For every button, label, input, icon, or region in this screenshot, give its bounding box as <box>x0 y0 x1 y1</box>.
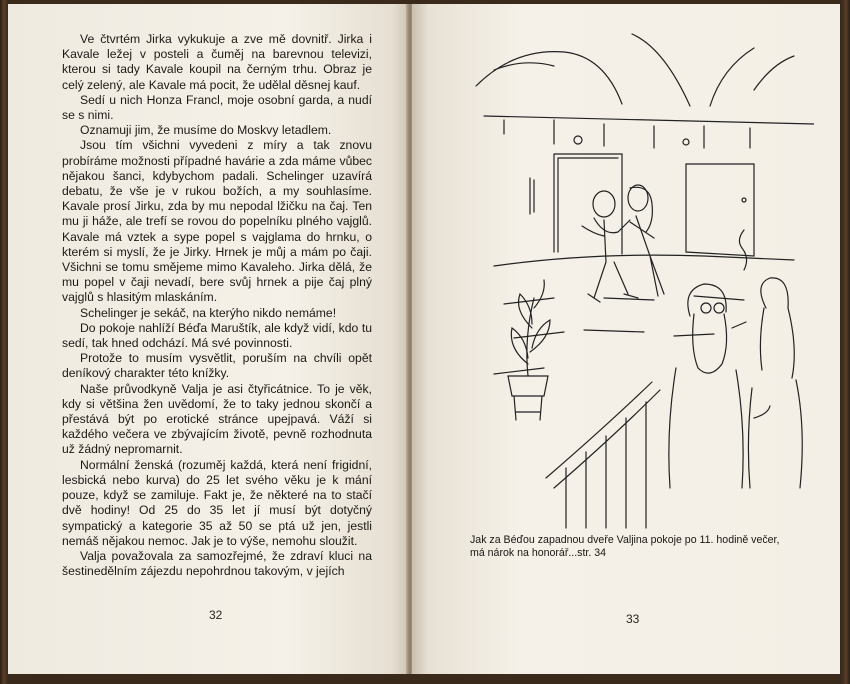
paragraph: Sedí u nich Honza Francl, moje osobní garda, a nudí se s nimi. <box>62 92 372 123</box>
paragraph: Ve čtvrtém Jirka vykukuje a zve mě dovnitř. Jirka i Kavale ležej v posteli a čuměj na barevnou televizi, kterou si tady Kavale koupil na černým trhu. Obraz je celý zelený, ale Kavale má pocit, že udělal děsnej kauf. <box>62 32 372 92</box>
paragraph: Valja považovala za samozřejmé, že zdraví kluci na šestinedělním zájezdu nepohrdnou takovým, v jejích <box>62 548 372 579</box>
right-page <box>412 4 840 674</box>
page-number-left: 32 <box>209 608 223 622</box>
cartoon-illustration <box>454 8 814 568</box>
paragraph: Oznamuji jim, že musíme do Moskvy letadlem. <box>80 123 332 138</box>
paragraph: Naše průvodkyně Valja je asi čtyřicátnice. To je věk, kdy si většina žen uvědomí, že to taky jednou skončí a přestává být po erotické stránce upejpavá. Váží si každého večera ve zbývajícím životě, pevně rozhodnuta už žádný nepromarnit. <box>62 381 372 457</box>
page-number-right: 33 <box>626 612 640 626</box>
paragraph: Protože to musím vysvětlit, poruším na chvíli opět deníkový charakter této knížky. <box>62 351 372 381</box>
paragraph: Jsou tím všichni vyvedeni z míry a tak znovu probíráme možnosti případné havárie a zda máme vůbec nějakou šanci, kdybychom padali. Schelinger uzavírá debatu, že vše je v rukou božích, a my souhlasíme. Kavale prosí Jirku, zda by mu nepodal lžičku na čaj. Ten mu ji háže, ale trefí se rovou do popelníku plného vajglů. Kavale má vztek a sype popel s vajglama do hrnku, o kterém si myslí, že je Jirky. Hrnek je můj a mám po čaji. Všichni se tomu smějeme mimo Kavaleho. Jirka dělá, že mu popel v čaji nevadí, bere svůj hrnek a pije čaj plný vajglů s hlasitým mlaskáním. <box>62 138 372 305</box>
paragraph: Normální ženská (rozuměj každá, která není frigidní, lesbická nebo kurva) do 25 let svého věku je k mání pouze, když se zamiluje. Fakt je, že některé na to stačí dvě hodiny! Od 25 do 35 let jí musí být dotyčný sympatický a kategorie 35 až 50 se ptá už jen, jestli nemáš nějakou nemoc. Jak je to výše, nemohu sloužit. <box>62 457 372 548</box>
left-page <box>8 4 408 674</box>
illustration-caption: Jak za Béďou zapadnou dveře Valjina pokoje po 11. hodině večer, má nárok na honorář...str. 34 <box>470 534 780 559</box>
paragraph: Schelinger je sekáč, na kterýho nikdo nemáme! <box>80 305 337 320</box>
paragraph: Do pokoje nahlíží Béďa Maruštík, ale když vidí, kdo tu sedí, tak hned odchází. Má své povinnosti. <box>62 320 372 351</box>
left-page-text <box>62 32 372 579</box>
